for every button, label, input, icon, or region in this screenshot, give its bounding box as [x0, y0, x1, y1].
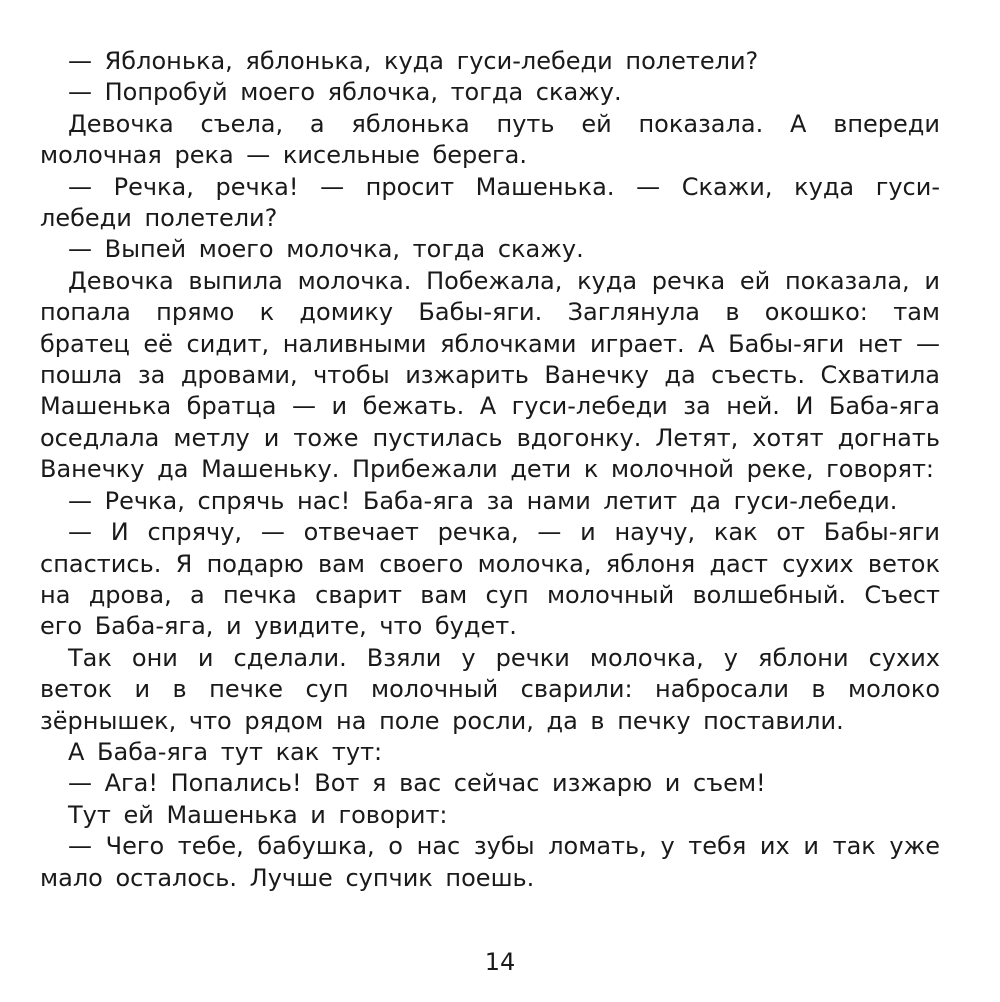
paragraph: — Речка, спрячь нас! Баба-яга за нами летит да гуси-лебеди.: [68, 486, 898, 515]
body-text: [40, 46, 940, 894]
paragraph: — Яблонька, яблонька, куда гуси-лебеди полетели?: [68, 47, 759, 75]
paragraph: Так они и сделали. Взяли у речки молочка, у яблони сухих веток и в печке суп молочный сварили: набросали в молоко зёрнышек, что рядом на поле росли, да в печку поставили.: [40, 643, 940, 735]
paragraph: — Ага! Попались! Вот я вас сейчас изжарю и съем!: [68, 769, 766, 798]
paragraph: Девочка выпила молочка. Побежала, куда речка ей показала, и попала прямо к домику Бабы-яги. Заглянула в окошко: там братец её сидит, наливными яблочками играет. А Бабы-яги нет — пошла за дровами, чтобы изжарить Ванечку да съесть. Схватила Машенька братца — и бежать. А гуси-лебеди за ней. И Баба-яга оседлала метлу и тоже пустилась вдогонку. Летят, хотят догнать Ванечку да Машеньку. Прибежали дети к молочной реке, говорят:: [40, 266, 940, 484]
paragraph: — Выпей моего молочка, тогда скажу.: [68, 235, 584, 264]
paragraph: — Чего тебе, бабушка, о нас зубы ломать, у тебя их и так уже мало осталось. Лучше супчик поешь.: [40, 832, 940, 892]
paragraph: Тут ей Машенька и говорит:: [68, 800, 448, 829]
paragraph: Девочка съела, а яблонька путь ей показала. А впереди молочная река — кисельные берега.: [40, 109, 940, 170]
paragraph: А Баба-яга тут как тут:: [68, 737, 383, 766]
paragraph: — И спрячу, — отвечает речка, — и научу, как от Бабы-яги спастись. Я подарю вам своего молочка, яблоня даст сухих веток на дрова, а печка сварит вам суп молочный волшебный. Съест его Баба-яга, и увидите, что будет.: [40, 518, 940, 641]
paragraph: — Попробуй моего яблочка, тогда скажу.: [68, 78, 622, 107]
page-number: 14: [484, 948, 516, 976]
paragraph: — Речка, речка! — просит Машенька. — Скажи, куда гуси-лебеди полетели?: [40, 172, 940, 233]
